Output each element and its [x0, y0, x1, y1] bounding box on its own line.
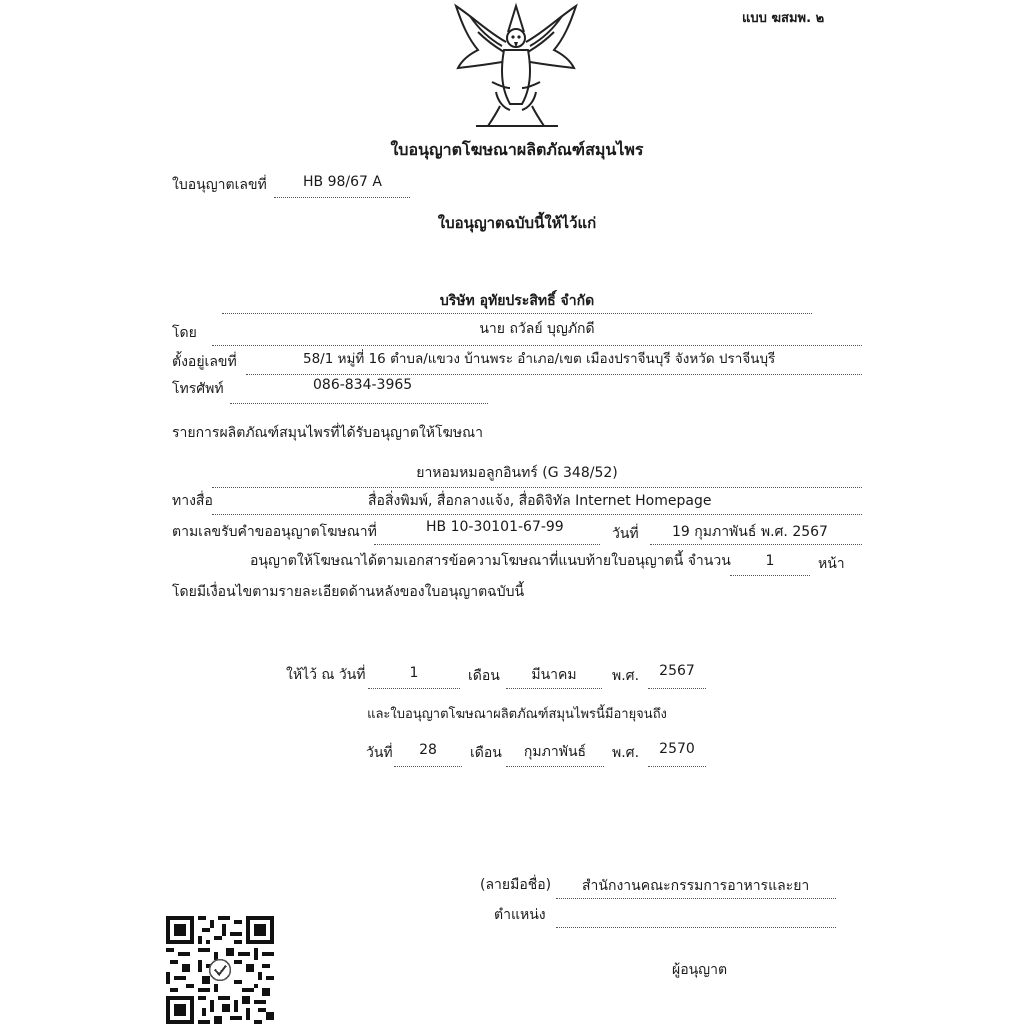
licensor-label: ผู้อนุญาต	[672, 962, 728, 978]
application-label: ตามเลขรับคำขออนุญาตโฆษณาที่	[172, 524, 377, 540]
issued-label: ให้ไว้ ณ วันที่	[286, 667, 366, 683]
application-date-value: 19 กุมภาพันธ์ พ.ศ. 2567	[672, 524, 828, 540]
signature-label: (ลายมือชื่อ)	[480, 877, 552, 893]
garuda-emblem-icon	[448, 2, 584, 130]
product-name: ยาหอมหมอลูกอินทร์ (G 348/52)	[416, 465, 618, 481]
expiry-year: 2570	[659, 741, 695, 757]
expiry-day: 28	[419, 742, 437, 758]
company-name: บริษัท อุทัยประสิทธิ์ จำกัด	[439, 293, 595, 309]
expiry-year-label: พ.ศ.	[612, 745, 640, 761]
permission-pages: 1	[765, 553, 775, 569]
qr-code-icon	[166, 916, 274, 1024]
media-value: สื่อสิ่งพิมพ์, สื่อกลางแจ้ง, สื่อดิจิทัล Internet Homepage	[368, 493, 712, 509]
phone-value: 086-834-3965	[313, 377, 413, 393]
application-value: HB 10-30101-67-99	[426, 519, 564, 535]
products-label: รายการผลิตภัณฑ์สมุนไพรที่ได้รับอนุญาตให้โฆษณา	[172, 425, 483, 441]
issued-to-heading: ใบอนุญาตฉบับนี้ให้ไว้แก่	[437, 214, 597, 232]
license-no-label: ใบอนุญาตเลขที่	[172, 177, 267, 193]
form-code: แบบ ฆสมพ. ๒	[742, 11, 825, 26]
by-value: นาย ถวัลย์ บุญภักดี	[479, 321, 595, 337]
expiry-month-label: เดือน	[470, 745, 502, 761]
position-label: ตำแหน่ง	[494, 907, 546, 923]
permission-conditions: โดยมีเงื่อนไขตามรายละเอียดด้านหลังของใบอนุญาตฉบับนี้	[172, 584, 525, 600]
application-date-label: วันที่	[612, 526, 639, 542]
license-no-value: HB 98/67 A	[303, 174, 382, 190]
issued-month-label: เดือน	[468, 668, 500, 684]
permission-unit: หน้า	[818, 556, 845, 572]
issued-year-label: พ.ศ.	[612, 668, 640, 684]
issued-month: มีนาคม	[531, 667, 577, 683]
issued-year: 2567	[659, 663, 695, 679]
validity-text: และใบอนุญาตโฆษณาผลิตภัณฑ์สมุนไพรนี้มีอายุจนถึง	[367, 707, 667, 722]
signature-value: สำนักงานคณะกรรมการอาหารและยา	[582, 878, 810, 894]
by-label: โดย	[172, 325, 197, 341]
permission-text: อนุญาตให้โฆษณาได้ตามเอกสารข้อความโฆษณาที่แนบท้ายใบอนุญาตนี้ จำนวน	[250, 553, 731, 569]
media-label: ทางสื่อ	[172, 493, 213, 509]
expiry-day-label: วันที่	[366, 745, 393, 761]
expiry-month: กุมภาพันธ์	[523, 744, 587, 760]
address-label: ตั้งอยู่เลขที่	[172, 354, 237, 370]
issued-day: 1	[409, 665, 419, 681]
document-title: ใบอนุญาตโฆษณาผลิตภัณฑ์สมุนไพร	[390, 140, 644, 159]
address-value: 58/1 หมู่ที่ 16 ตำบล/แขวง บ้านพระ อำเภอ/เขต เมืองปราจีนบุรี จังหวัด ปราจีนบุรี	[303, 351, 776, 367]
phone-label: โทรศัพท์	[172, 381, 224, 397]
